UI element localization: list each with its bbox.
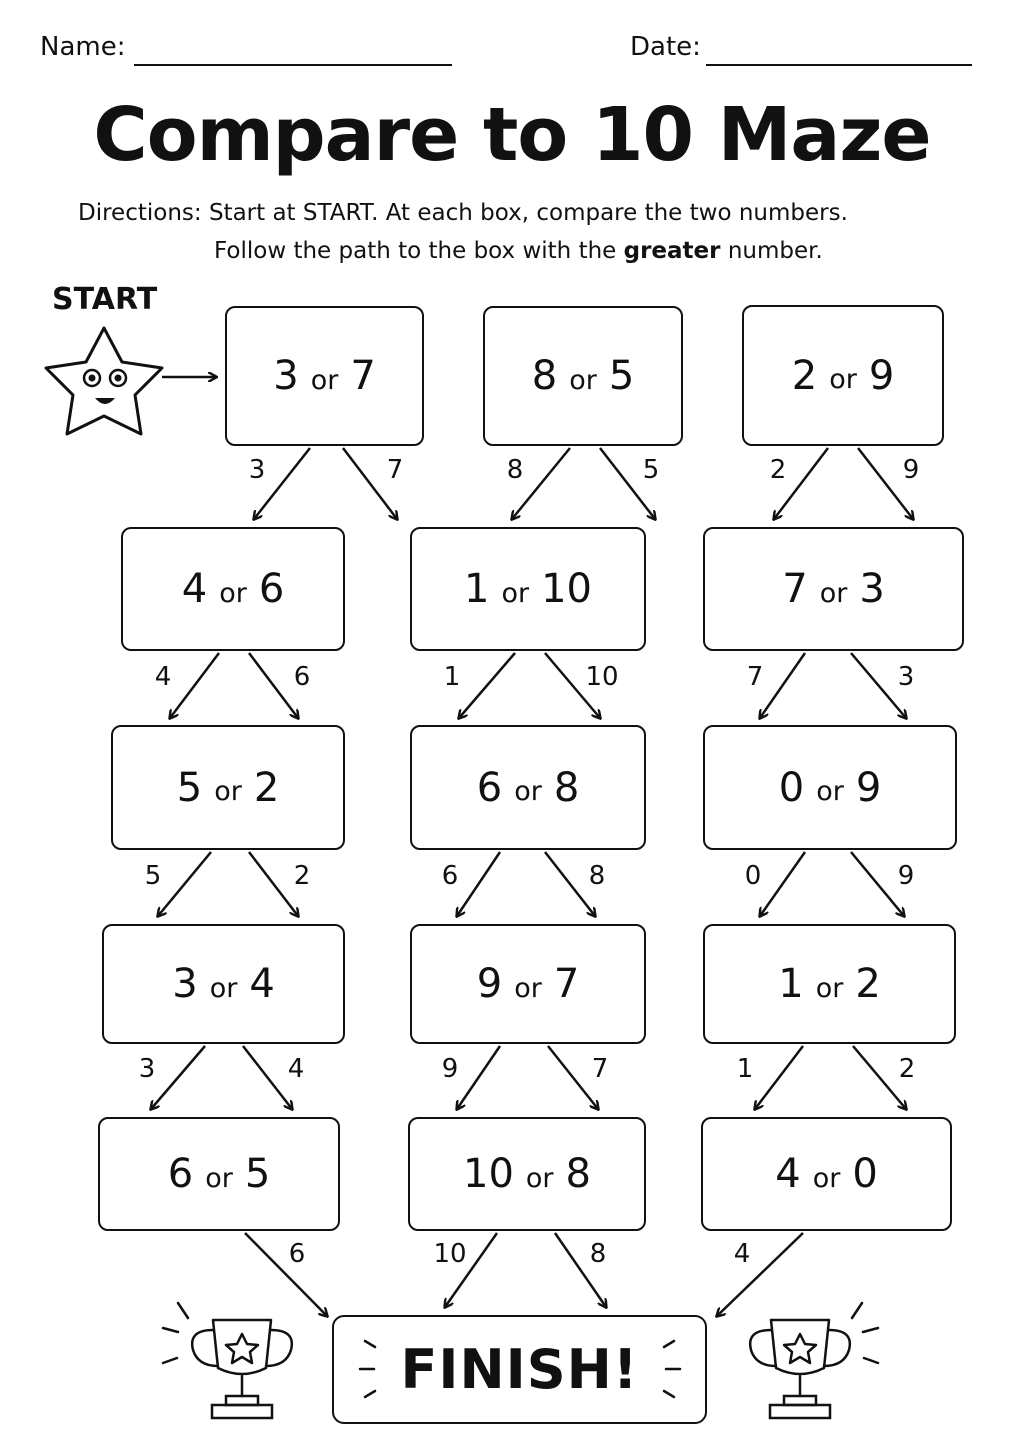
arrow-label: 4 <box>733 1239 751 1269</box>
arrow-label: 8 <box>589 1239 607 1269</box>
maze-box[interactable] <box>410 725 646 850</box>
path-arrow <box>158 852 211 916</box>
path-arrow <box>717 1233 803 1316</box>
arrow-label: 3 <box>248 455 266 485</box>
box-number-a: 1 <box>778 961 804 1007</box>
box-number-b: 0 <box>852 1151 878 1197</box>
arrow-label: 2 <box>293 861 311 891</box>
maze-box[interactable] <box>102 924 345 1044</box>
box-number-a: 3 <box>172 961 198 1007</box>
path-arrow <box>249 852 298 916</box>
arrow-label: 7 <box>746 662 764 692</box>
path-arrow <box>249 653 298 718</box>
arrow-label: 3 <box>897 662 915 692</box>
or-word: or <box>819 577 848 609</box>
arrow-label: 10 <box>433 1239 467 1269</box>
arrow-label: 7 <box>386 455 404 485</box>
box-number-b: 8 <box>553 764 580 811</box>
box-number-b: 9 <box>868 352 895 399</box>
box-number-a: 5 <box>176 764 203 811</box>
or-word: or <box>214 776 242 807</box>
box-number-a: 7 <box>782 566 808 612</box>
arrow-label: 9 <box>902 455 920 485</box>
arrow-label: 4 <box>154 662 172 692</box>
arrow-label: 6 <box>288 1239 306 1269</box>
arrow-label: 9 <box>441 1054 459 1084</box>
maze-box[interactable] <box>703 527 964 651</box>
box-number-b: 4 <box>249 961 275 1007</box>
trophy-icon <box>750 1303 878 1418</box>
directions-label: Directions: <box>78 200 202 226</box>
box-number-b: 6 <box>258 566 285 612</box>
or-word: or <box>205 1162 233 1194</box>
maze-box[interactable] <box>225 306 424 446</box>
or-word: or <box>816 776 844 807</box>
or-word: or <box>514 972 542 1004</box>
maze-box[interactable] <box>742 305 944 446</box>
box-number-b: 2 <box>253 764 280 811</box>
box-number-b: 10 <box>541 566 592 612</box>
box-number-a: 0 <box>778 764 805 811</box>
path-arrow <box>755 1046 803 1109</box>
smiling-star-icon <box>46 328 162 434</box>
arrow-label: 2 <box>769 455 787 485</box>
box-number-b: 3 <box>859 566 885 612</box>
box-number-b: 7 <box>350 353 376 399</box>
box-number-a: 3 <box>273 353 299 399</box>
arrow-label: 2 <box>898 1054 916 1084</box>
maze-box[interactable] <box>703 924 956 1044</box>
page-title: Compare to 10 Maze <box>93 92 931 178</box>
arrow-label: 10 <box>585 662 619 692</box>
box-number-b: 2 <box>855 961 881 1007</box>
arrow-label: 3 <box>138 1054 156 1084</box>
directions-emphasis: greater <box>623 238 721 264</box>
path-arrow <box>457 852 500 916</box>
arrow-label: 9 <box>897 861 915 891</box>
directions-text-2b: number. <box>727 238 823 264</box>
trophy-icon <box>163 1303 292 1418</box>
directions-text-2a: Follow the path to the box with the <box>214 238 617 264</box>
maze-box[interactable] <box>703 725 957 850</box>
maze-box[interactable] <box>410 527 646 651</box>
maze-box[interactable] <box>410 924 646 1044</box>
box-number-b: 7 <box>553 961 580 1007</box>
arrow-label: 1 <box>443 662 461 692</box>
box-number-b: 5 <box>244 1151 271 1197</box>
maze-box[interactable] <box>121 527 345 651</box>
box-number-a: 6 <box>476 764 503 811</box>
arrow-label: 0 <box>744 861 762 891</box>
path-arrow <box>151 1046 205 1109</box>
path-arrow <box>459 653 515 718</box>
box-number-a: 8 <box>531 353 558 399</box>
or-word: or <box>829 364 857 395</box>
box-number-b: 8 <box>565 1151 591 1197</box>
start-label: START <box>52 282 158 317</box>
path-arrow <box>243 1046 292 1109</box>
or-word: or <box>525 1162 554 1194</box>
name-label: Name: <box>40 32 126 62</box>
maze-box[interactable] <box>408 1117 646 1231</box>
arrow-label: 6 <box>293 662 311 692</box>
or-word: or <box>501 577 530 609</box>
path-arrow <box>545 852 595 916</box>
maze-box[interactable] <box>98 1117 340 1231</box>
or-word: or <box>812 1162 841 1194</box>
arrow-label: 5 <box>144 861 162 891</box>
or-word: or <box>514 776 542 807</box>
maze-box[interactable] <box>483 306 683 446</box>
maze-box[interactable] <box>111 725 345 850</box>
arrow-label: 6 <box>441 861 459 891</box>
path-arrow <box>170 653 219 718</box>
box-number-b: 5 <box>608 353 635 399</box>
box-number-a: 2 <box>791 352 818 399</box>
path-arrow <box>760 653 805 718</box>
or-word: or <box>569 364 597 396</box>
arrow-label: 4 <box>287 1054 305 1084</box>
arrow-label: 8 <box>506 455 524 485</box>
box-number-a: 1 <box>464 566 490 612</box>
box-number-a: 4 <box>181 566 208 612</box>
box-number-a: 4 <box>775 1151 801 1197</box>
finish-label: FINISH! <box>400 1338 639 1401</box>
or-word: or <box>209 972 238 1004</box>
directions-text-1: Start at START. At each box, compare the two numbers. <box>208 200 848 226</box>
box-number-a: 9 <box>476 961 503 1007</box>
path-arrow <box>548 1046 598 1109</box>
box-number-b: 9 <box>855 764 882 811</box>
or-word: or <box>815 972 844 1004</box>
arrow-label: 5 <box>642 455 660 485</box>
box-number-a: 10 <box>463 1151 514 1197</box>
arrow-label: 1 <box>736 1054 754 1084</box>
date-label: Date: <box>630 32 701 62</box>
arrow-label: 8 <box>588 861 606 891</box>
path-arrow <box>457 1046 500 1109</box>
or-word: or <box>310 364 339 396</box>
box-number-a: 6 <box>167 1151 194 1197</box>
or-word: or <box>219 577 247 609</box>
path-arrow <box>760 852 805 916</box>
arrow-label: 7 <box>591 1054 609 1084</box>
path-arrow <box>245 1233 327 1316</box>
finish-box[interactable] <box>332 1315 707 1424</box>
path-arrow <box>851 852 904 916</box>
maze-box[interactable] <box>701 1117 952 1231</box>
